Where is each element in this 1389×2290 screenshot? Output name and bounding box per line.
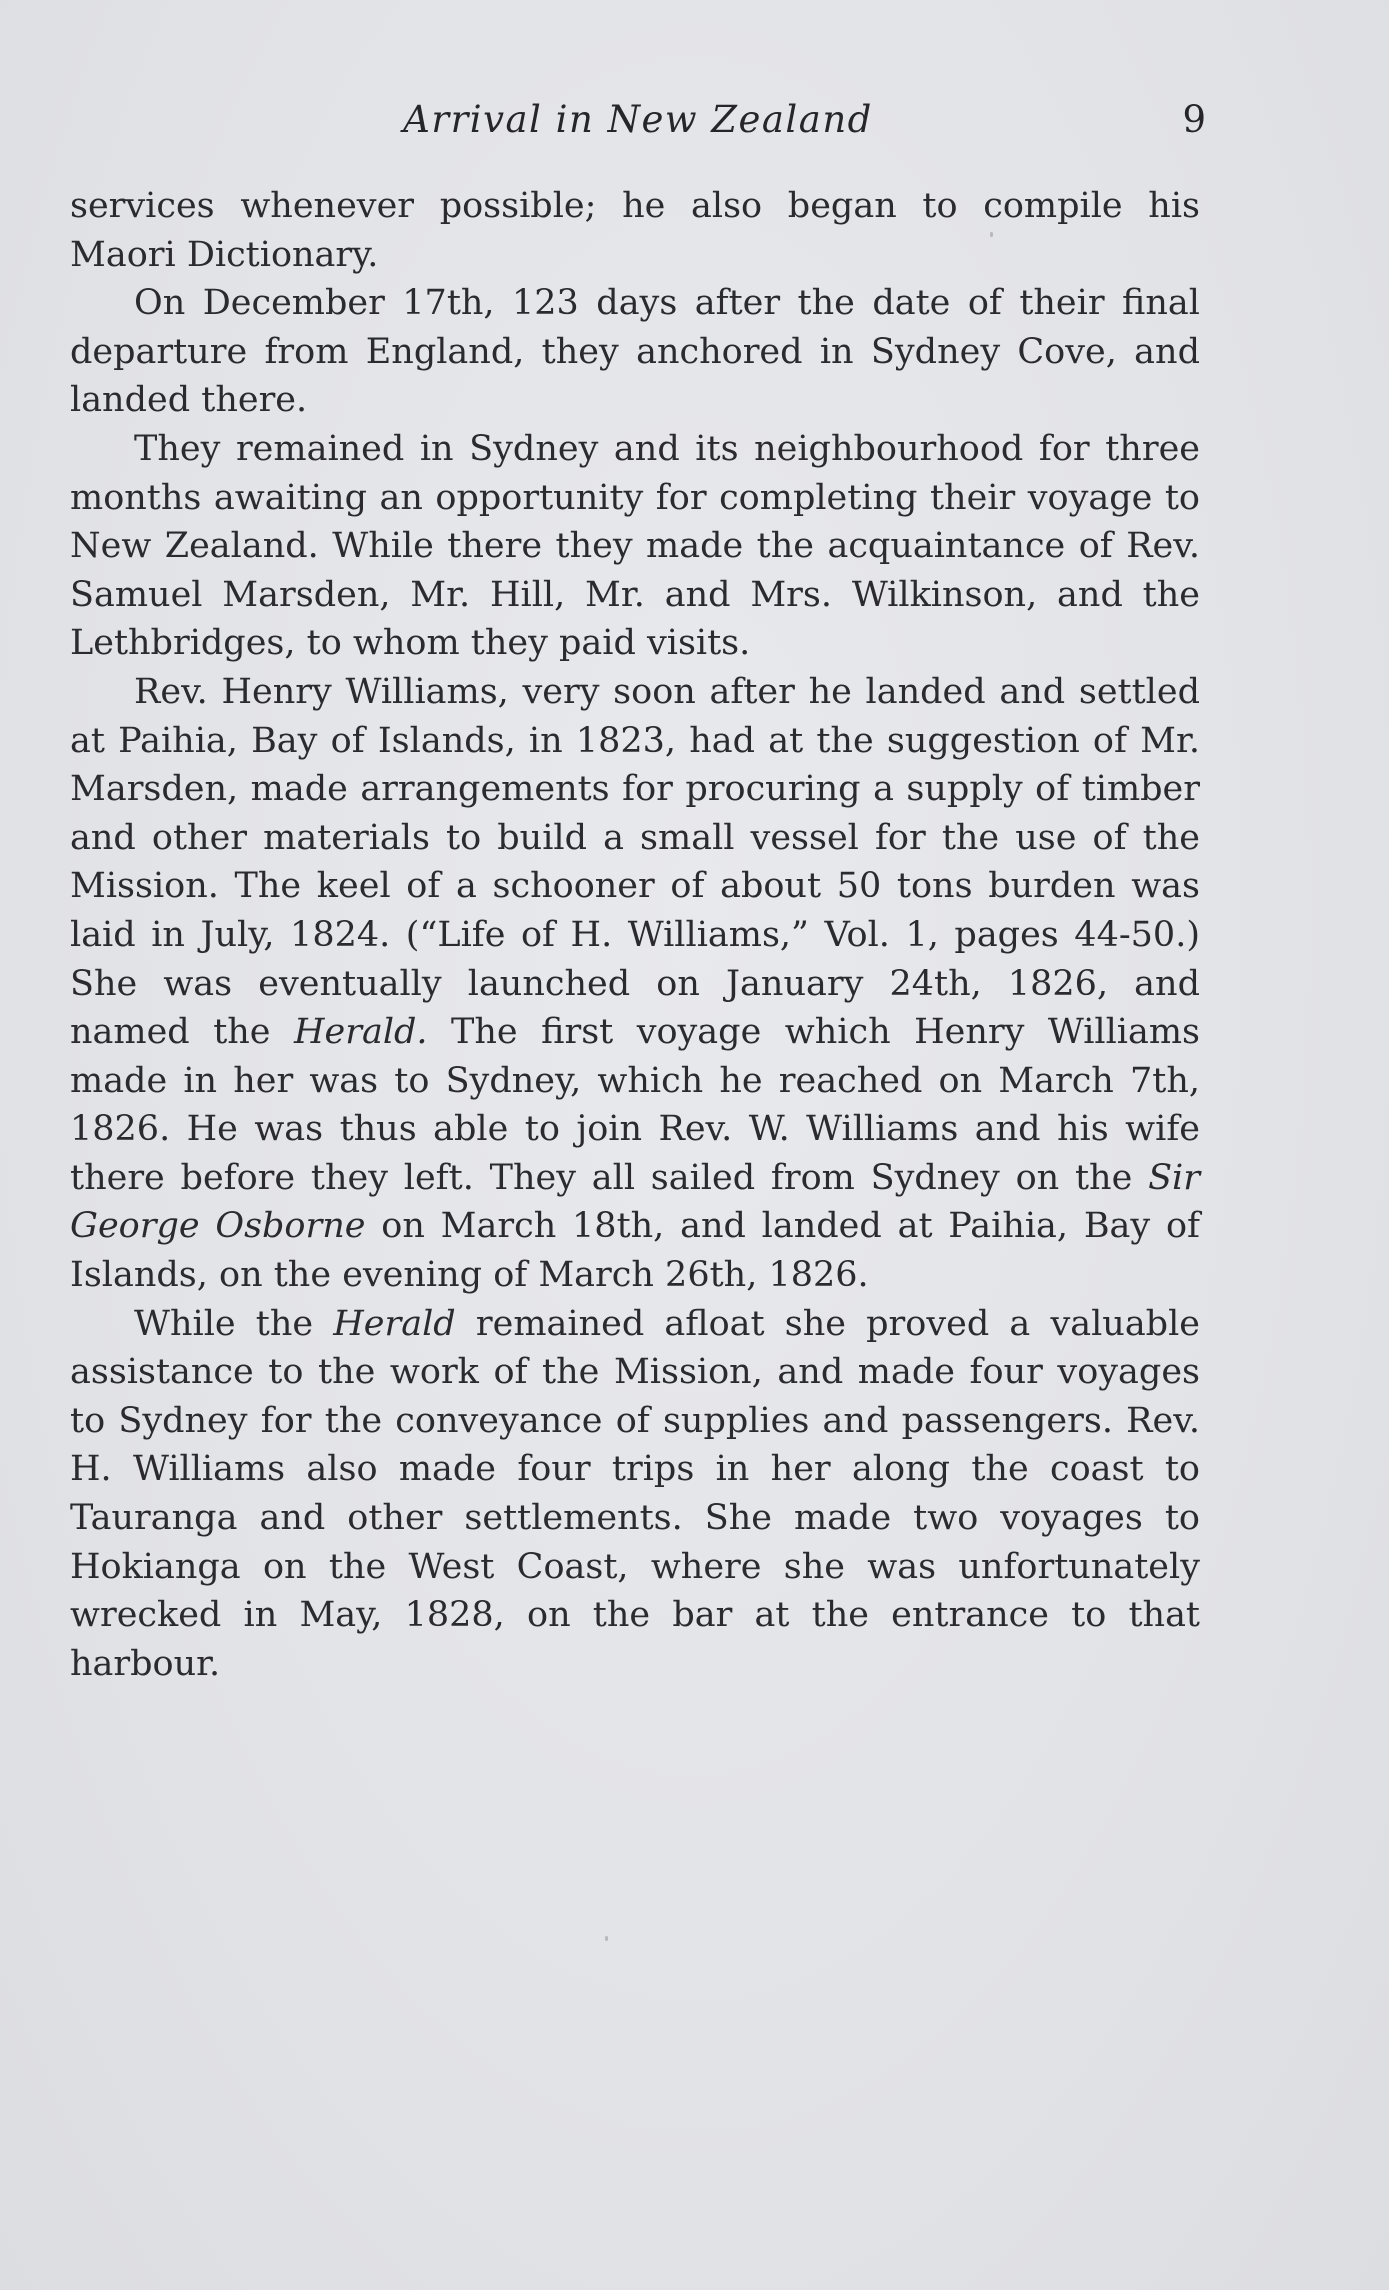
paragraph-4-part-c: on March 18th, and landed at Paihia, Bay of Islands, on the evening of March 26th, 1826. xyxy=(70,1206,1200,1296)
paper-speck xyxy=(990,232,993,237)
paragraph-2: On December 17th, 123 days after the date of their final departure from England, they anchored in Sydney Cove, and landed there. xyxy=(70,283,1200,421)
paragraph-1: services whenever possible; he also began to compile his Maori Dictionary. xyxy=(70,186,1200,275)
paragraph-4-part-b: The first voyage which Henry Williams made in her was to Sydney, which he reached on March 7th, 1826. He was thus able to join Rev. W. Williams and his wife there before they left. They all sailed from Sydney on the xyxy=(70,1012,1200,1198)
paper-speck xyxy=(605,1936,608,1941)
paragraph-3: They remained in Sydney and its neighbourhood for three months awaiting an opportunity for completing their voyage to New Zealand. While there they made the acquaintance of Rev. Samuel Marsden, Mr. Hill, Mr. and Mrs. Wilkinson, and the Lethbridges, to whom they paid visits. xyxy=(70,428,1200,664)
paragraph-5 xyxy=(70,1300,1200,1689)
paragraph-5-part-a: While the xyxy=(134,1303,314,1344)
ship-name-herald: Herald. xyxy=(294,1012,428,1053)
ship-name-sir-george-osborne: Sir George Osborne xyxy=(70,1157,1200,1247)
ship-name-herald-2: Herald xyxy=(333,1303,456,1344)
body-text xyxy=(70,182,1200,1688)
paragraph-5-part-b: remained afloat she proved a valuable assistance to the work of the Mission, and made four voyages to Sydney for the conveyance of supplies and passengers. Rev. H. Williams also made four trips in her along the coast to Tauranga and other settlements. She made two voyages to Hokianga on the West Coast, where she was unfortunately wrecked in May, 1828, on the bar at the entrance to that harbour. xyxy=(70,1303,1200,1684)
page-header xyxy=(70,98,1206,158)
paragraph-4-part-a: Rev. Henry Williams, very soon after he landed and settled at Paihia, Bay of Islands, in 1823, had at the suggestion of Mr. Marsden, made arrangements for procuring a supply of timber and other materials to build a small vessel for the use of the Mission. The keel of a schooner of about 50 tons burden was laid in July, 1824. (“Life of H. Williams,” Vol. 1, pages 44-50.) She was eventually launched on January 24th, 1826, and named the xyxy=(70,671,1200,1053)
running-title: Arrival in New Zealand xyxy=(403,98,873,141)
paragraph-4 xyxy=(70,668,1200,1300)
page-number: 9 xyxy=(1182,98,1206,141)
